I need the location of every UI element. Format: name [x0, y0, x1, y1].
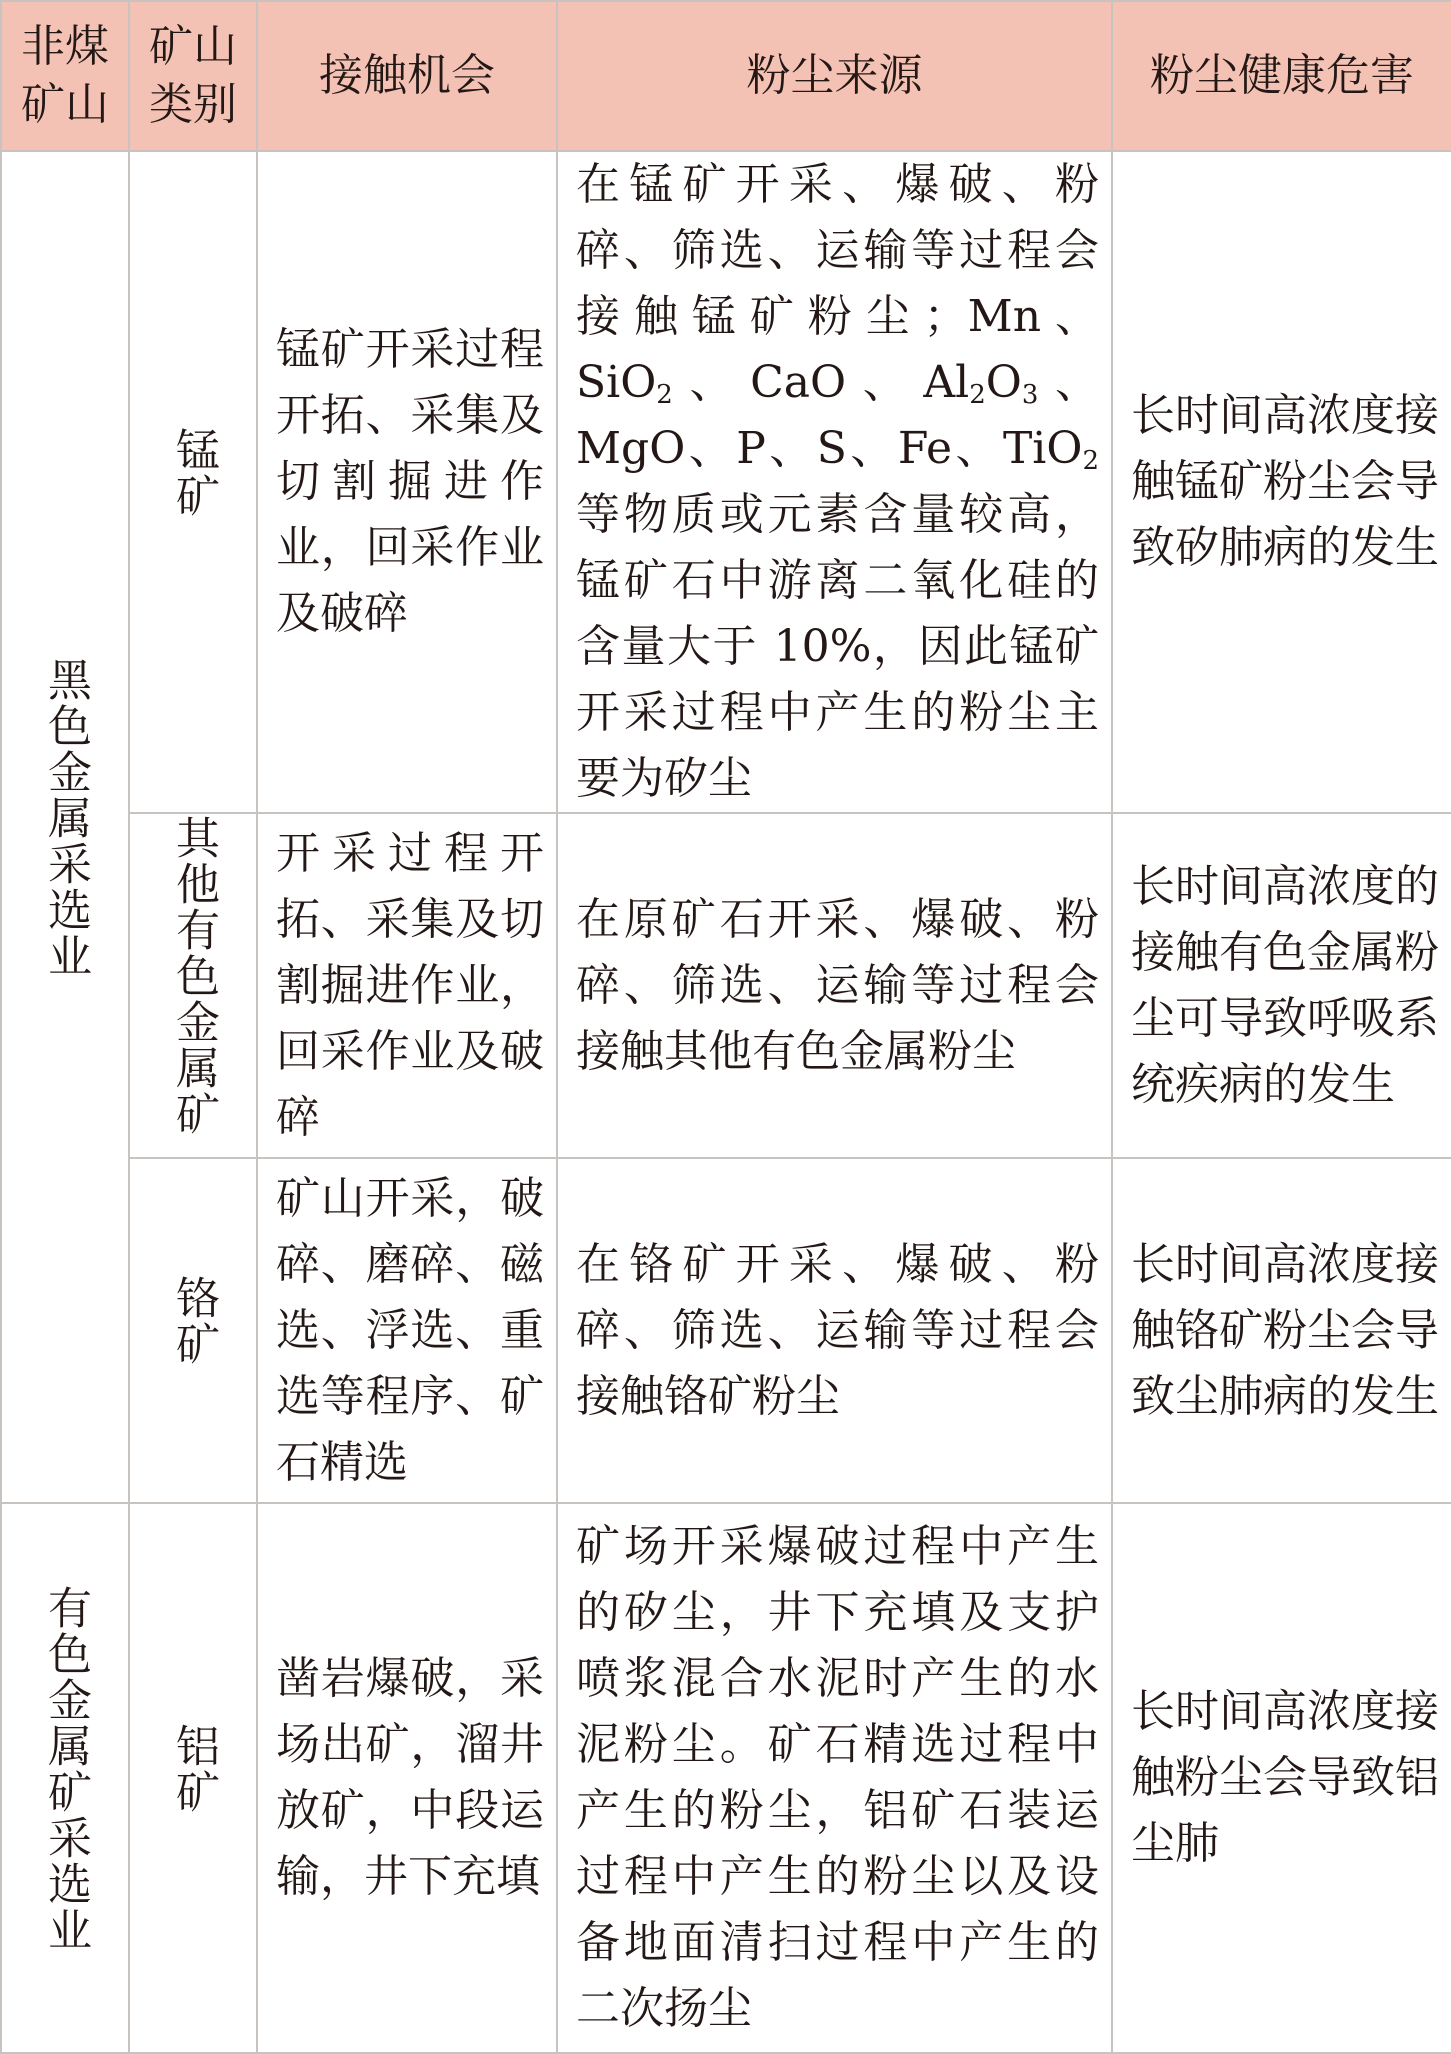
header-industry: 非煤矿山: [1, 1, 129, 151]
exposure-cell: [257, 1158, 557, 1503]
hazard-cell: [1112, 1503, 1451, 2053]
hazard-text: 长时间高浓度接触锰矿粉尘会导致矽肺病的发生: [1131, 390, 1439, 573]
industry-label: 黑色金属采选业: [40, 656, 91, 979]
exposure-text: 矿山开采，破碎、磨碎、磁选、浮选、重选等程序、矿石精选: [276, 1172, 544, 1488]
source-cell: [557, 1503, 1112, 2053]
table-row: [1, 813, 1451, 1158]
exposure-cell: [257, 151, 557, 813]
header-category: 矿山类别: [129, 1, 257, 151]
category-label: 其他有色金属矿: [168, 815, 219, 1137]
hazard-text: 长时间高浓度接触铬矿粉尘会导致尘肺病的发生: [1131, 1238, 1439, 1422]
category-label: 铬矿: [168, 1275, 219, 1367]
source-cell: [557, 151, 1112, 813]
hazard-text: 长时间高浓度的接触有色金属粉尘可导致呼吸系统疾病的发生: [1131, 860, 1439, 1110]
category-cell: [129, 151, 257, 813]
industry-label: 有色金属矿采选业: [40, 1584, 91, 1953]
exposure-cell: [257, 813, 557, 1158]
hazard-cell: [1112, 151, 1451, 813]
exposure-text: 开采过程开拓、采集及切割掘进作业，回采作业及破碎: [276, 827, 544, 1143]
hazard-text: 长时间高浓度接触粉尘会导致铝尘肺: [1131, 1686, 1439, 1869]
table-row: [1, 1503, 1451, 2053]
category-label: 铝矿: [168, 1722, 219, 1815]
exposure-cell: [257, 1503, 557, 2053]
source-text: 矿场开采爆破过程中产生的矽尘，井下充填及支护喷浆混合水泥时产生的水泥粉尘。矿石精选过程中产生的粉尘，铝矿石装运过程中产生的粉尘以及设备地面清扫过程中产生的二次扬尘: [576, 1521, 1099, 2034]
hazard-cell: [1112, 1158, 1451, 1503]
header-source: 粉尘来源: [557, 1, 1112, 151]
category-cell: [129, 1158, 257, 1503]
hazard-cell: [1112, 813, 1451, 1158]
industry-cell: [1, 1503, 129, 2053]
category-cell: [129, 1503, 257, 2053]
exposure-text: 凿岩爆破，采场出矿，溜井放矿，中段运输，井下充填: [276, 1653, 544, 1902]
header-row: [1, 1, 1451, 151]
source-cell: [557, 813, 1112, 1158]
header-exposure: 接触机会: [257, 1, 557, 151]
header-hazard: 粉尘健康危害: [1112, 1, 1451, 151]
source-text: 在铬矿开采、爆破、粉碎、筛选、运输等过程会接触铬矿粉尘: [576, 1238, 1099, 1422]
category-cell: [129, 813, 257, 1158]
source-text: 在锰矿开采、爆破、粉碎、筛选、运输等过程会接触锰矿粉尘；Mn、SiO$_2$、CaO、$Al_2O_3$、MgO、P、S、Fe、TiO$_2$ 等物质或元素含量较高，锰矿石中游离二氧化硅的含量大于 10%，因此锰矿开采过程中产生的粉尘主要为矽尘: [576, 159, 1099, 804]
source-cell: [557, 1158, 1112, 1503]
category-label: 锰矿: [168, 426, 219, 519]
industry-cell: [1, 151, 129, 1503]
source-text: 在原矿石开采、爆破、粉碎、筛选、运输等过程会接触其他有色金属粉尘: [576, 893, 1099, 1077]
exposure-text: 锰矿开采过程开拓、采集及切割掘进作业，回采作业及破碎: [276, 324, 544, 639]
table-row: [1, 151, 1451, 813]
table-row: [1, 1158, 1451, 1503]
